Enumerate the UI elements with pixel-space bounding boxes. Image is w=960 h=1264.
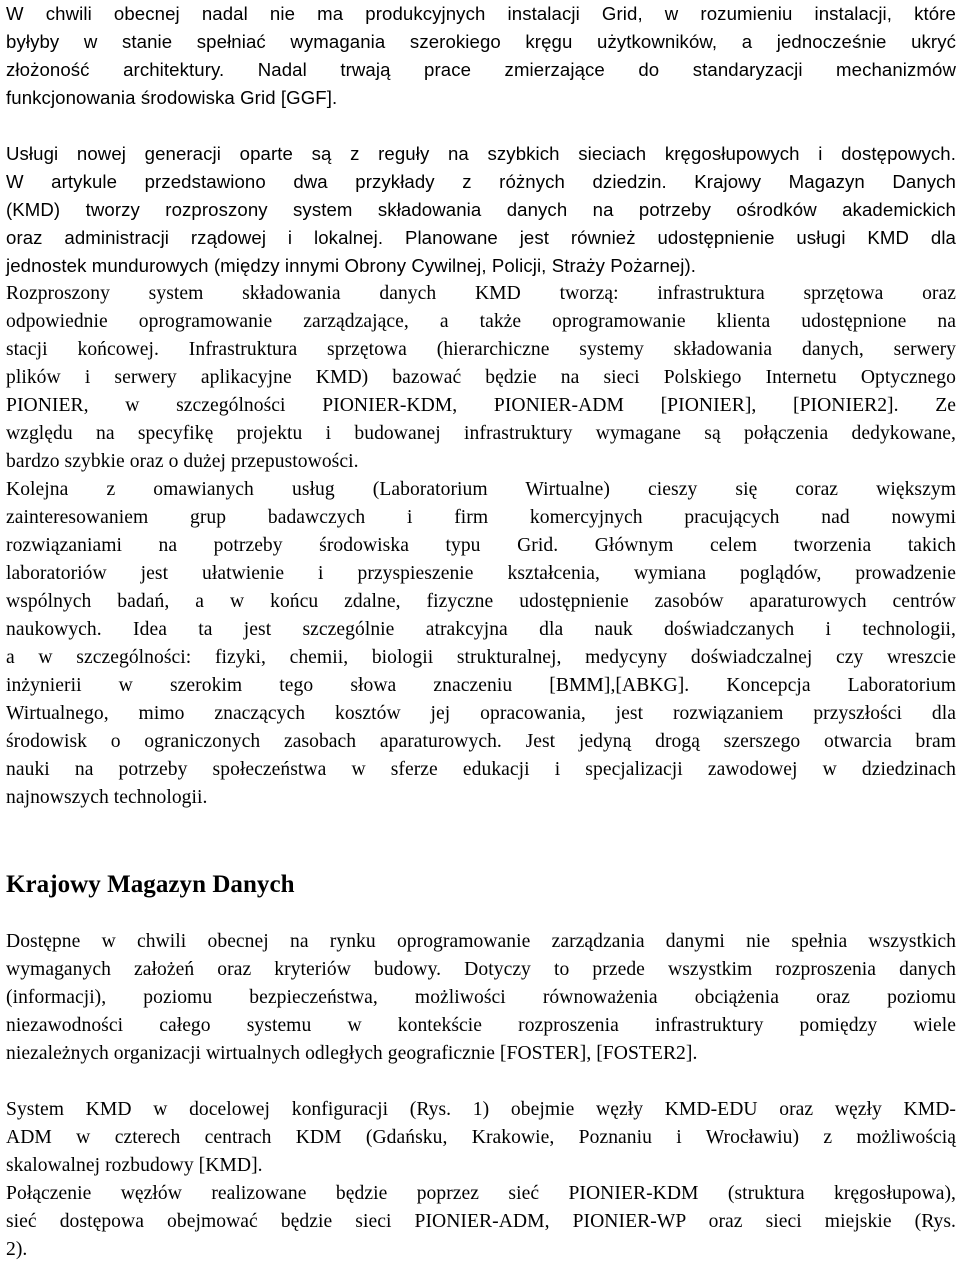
paragraph (6, 0, 956, 112)
text-line: laboratoriów jest ułatwienie i przyspieszenie kształcenia, wymiana poglądów, prowadzenie (6, 563, 956, 584)
text-line: bardzo szybkie oraz o dużej przepustowości. (6, 451, 359, 472)
text-line: środowisk o ograniczonych zasobach aparaturowych. Jest jedyną drogą szerszego otwarcia bram (6, 731, 956, 752)
paragraph-spacer (6, 1068, 956, 1096)
text-line: System KMD w docelowej konfiguracji (Rys. 1) obejmie węzły KMD-EDU oraz węzły KMD- (6, 1099, 956, 1120)
text-line: wspólnych badań, a w końcu zdalne, fizyczne udostępnienie zasobów aparaturowych centrów (6, 591, 956, 612)
paragraph (6, 280, 956, 476)
text-line: niezawodności całego systemu w kontekście rozproszenia infrastruktury pomiędzy wiele (6, 1015, 956, 1036)
text-line: względu na specyfikę projektu i budowanej infrastruktury wymagane są połączenia dedykowane, (6, 423, 956, 444)
text-line: nauki na potrzeby społeczeństwa w sferze edukacji i specjalizacji zawodowej w dziedzinach (6, 759, 956, 780)
text-line: 2). (6, 1239, 28, 1260)
text-line: a w szczególności: fizyki, chemii, biologii strukturalnej, medycyny doświadczalnej czy wreszcie (6, 647, 956, 668)
text-line: wymaganych założeń oraz kryteriów budowy. Dotyczy to przede wszystkim rozproszenia danych (6, 959, 956, 980)
text-line: W artykule przedstawiono dwa przykłady z różnych dziedzin. Krajowy Magazyn Danych (6, 171, 956, 192)
text-line: Wirtualnego, mimo znaczących kosztów jej opracowania, jest rozwiązaniem przyszłości dla (6, 703, 956, 724)
text-line: Usługi nowej generacji oparte są z reguły na szybkich sieciach kręgosłupowych i dostępowych. (6, 143, 956, 164)
text-line: inżynierii w szerokim tego słowa znaczeniu [BMM],[ABKG]. Koncepcja Laboratorium (6, 675, 956, 696)
paragraph (6, 928, 956, 1068)
text-line: sieć dostępowa obejmować będzie sieci PIONIER-ADM, PIONIER-WP oraz sieci miejskie (Rys. (6, 1211, 956, 1232)
text-line: byłyby w stanie spełniać wymagania szerokiego kręgu użytkowników, a jednocześnie ukryć (6, 31, 956, 52)
text-line: najnowszych technologii. (6, 787, 208, 808)
text-line: oraz administracji rządowej i lokalnej. Planowane jest również udostępnienie usługi KMD dla (6, 227, 956, 248)
text-line: zainteresowaniem grup badawczych i firm komercyjnych pracujących nad nowymi (6, 507, 956, 528)
text-line: odpowiednie oprogramowanie zarządzające, a także oprogramowanie klienta udostępnione na (6, 311, 956, 332)
text-line: jednostek mundurowych (między innymi Obrony Cywilnej, Policji, Straży Pożarnej). (6, 255, 697, 276)
paragraph (6, 476, 956, 812)
text-line: Kolejna z omawianych usług (Laboratorium Wirtualne) cieszy się coraz większym (6, 479, 956, 500)
text-line: Dostępne w chwili obecnej na rynku oprogramowanie zarządzania danymi nie spełnia wszystkich (6, 931, 956, 952)
text-line: ADM w czterech centrach KDM (Gdańsku, Krakowie, Poznaniu i Wrocławiu) z możliwością (6, 1127, 956, 1148)
text-line: plików i serwery aplikacyjne KMD) bazować będzie na sieci Polskiego Internetu Optycznego (6, 367, 956, 388)
text-line: Rozproszony system składowania danych KMD tworzą: infrastruktura sprzętowa oraz (6, 283, 956, 304)
text-line: W chwili obecnej nadal nie ma produkcyjnych instalacji Grid, w rozumieniu instalacji, które (6, 3, 956, 24)
text-line: funkcjonowania środowiska Grid [GGF]. (6, 87, 338, 108)
text-line: naukowych. Idea ta jest szczególnie atrakcyjna dla nauk doświadczanych i technologii, (6, 619, 956, 640)
text-line: PIONIER, w szczególności PIONIER-KDM, PIONIER-ADM [PIONIER], [PIONIER2]. Ze (6, 395, 956, 416)
text-line: (KMD) tworzy rozproszony system składowania danych na potrzeby ośrodków akademickich (6, 199, 956, 220)
paragraph (6, 1096, 956, 1180)
text-line: niezależnych organizacji wirtualnych odległych geograficznie [FOSTER], [FOSTER2]. (6, 1043, 698, 1064)
paragraph (6, 1180, 956, 1264)
paragraph (6, 140, 956, 280)
text-line: rozwiązaniami na potrzeby środowiska typu Grid. Głównym celem tworzenia takich (6, 535, 956, 556)
paragraph-spacer (6, 112, 956, 140)
text-line: Połączenie węzłów realizowane będzie poprzez sieć PIONIER-KDM (struktura kręgosłupowa), (6, 1183, 956, 1204)
text-line: (informacji), poziomu bezpieczeństwa, możliwości równoważenia obciążenia oraz poziomu (6, 987, 956, 1008)
text-line: złożoność architektury. Nadal trwają prace zmierzające do standaryzacji mechanizmów (6, 59, 956, 80)
text-line: skalowalnej rozbudowy [KMD]. (6, 1155, 263, 1176)
document-page (6, 0, 956, 1264)
section-spacer (6, 812, 956, 868)
text-line: stacji końcowej. Infrastruktura sprzętowa (hierarchiczne systemy składowania danych, serwery (6, 339, 956, 360)
section-heading: Krajowy Magazyn Danych (6, 871, 295, 898)
